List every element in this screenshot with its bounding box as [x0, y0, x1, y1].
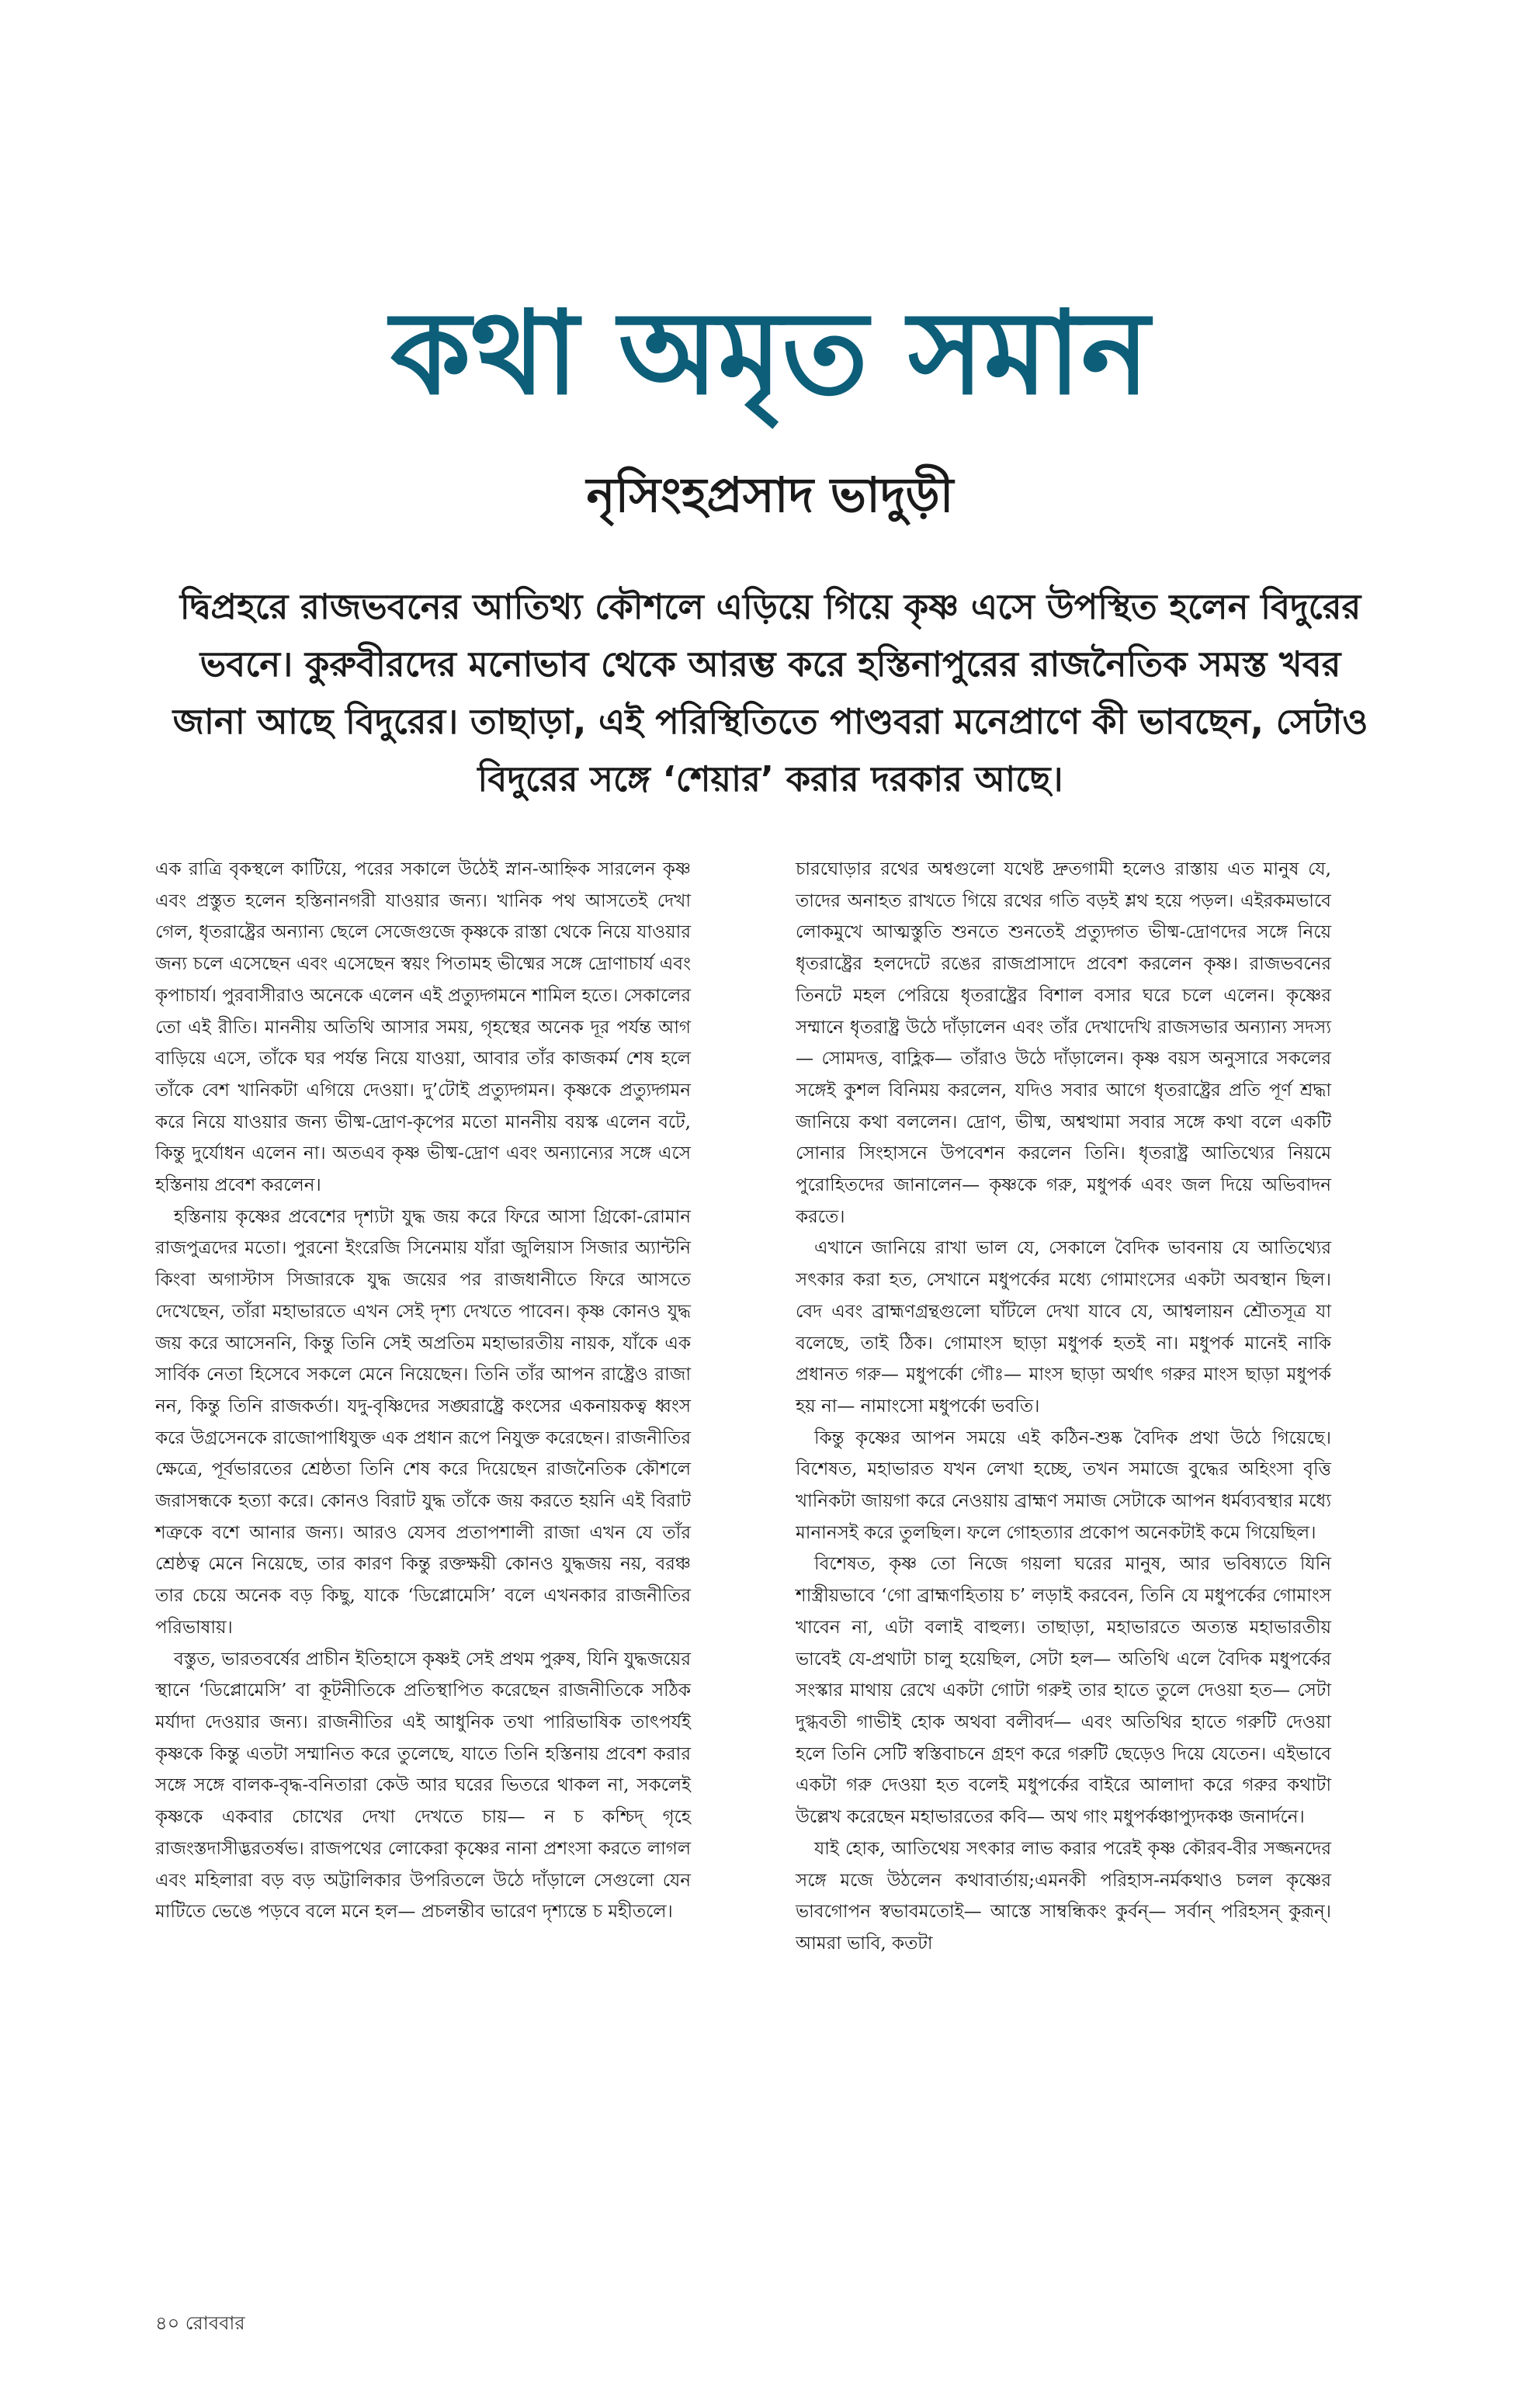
paragraph: বস্তুত, ভারতবর্ষের প্রাচীন ইতিহাসে কৃষ্ণই সেই প্রথম পুরুষ, যিনি যুদ্ধজয়ের স্থানে ‘ডিপ্লোমেসি’ বা কূটনীতিকে প্রতিস্থাপিত করেছেন রাজনীতিকে সঠিক মর্যাদা দেওয়ার জন্য। রাজনীতির এই আধুনিক তথা পারিভাষিক তাৎপর্যই কৃষ্ণকে কিন্তু এতটা সম্মানিত করে তুলেছে, যাতে তিনি হস্তিনায় প্রবেশ করার সঙ্গে সঙ্গে বালক-বৃদ্ধ-বনিতারা কেউ আর ঘরের ভিতরে থাকল না, সকলেই কৃষ্ণকে একবার চোখের দেখা দেখতে চায়— ন চ কশ্চিদ্ গৃহে রাজংস্তদাসীদ্ভরতর্ষভ। রাজপথের লোকেরা কৃষ্ণের নানা প্রশংসা করতে লাগল এবং মহিলারা বড় বড় অট্টালিকার উপরিতলে উঠে দাঁড়ালে সেগুলো যেন মাটিতে ভেঙে পড়বে বলে মনে হল— প্রচলন্তীব ভারেণ দৃশ্যন্তে চ মহীতলে।: [155, 1649, 691, 1923]
paragraph: যাই হোক, আতিথেয় সৎকার লাভ করার পরেই কৃষ্ণ কৌরব-বীর সজ্জনদের সঙ্গে মজে উঠলেন কথাবার্তায়;এমনকী পরিহাস-নর্মকথাও চলল কৃষ্ণের ভাবগোপন স্বভাবমতোই— আস্তে সাম্বন্ধিকং কুর্বন্— সর্বান্ পরিহসন্ কুরূন্। আমরা ভাবি, কতটা: [796, 1838, 1331, 1954]
page-footer: ৪০ রোববার: [155, 2312, 245, 2334]
paragraph: বিশেষত, কৃষ্ণ তো নিজে গয়লা ঘরের মানুষ, আর ভবিষ্যতে যিনি শাস্ত্রীয়ভাবে ‘গো ব্রাহ্মণহিতায় চ’ লড়াই করবেন, তিনি যে মধুপর্কের গোমাংস খাবেন না, এটা বলাই বাহুল্য। তাছাড়া, মহাভারতে অত্যন্ত মহাভারতীয় ভাবেই যে-প্রথাটা চালু হয়েছিল, সেটা হল— অতিথি এলে বৈদিক মধুপর্কের সংস্কার মাথায় রেখে একটা গোটা গরুই তার হাতে তুলে দেওয়া হত— সেটা দুগ্ধবতী গাভীই হোক অথবা বলীবর্দ— এবং অতিথির হাতে গরুটি দেওয়া হলে তিনি সেটি স্বস্তিবাচনে গ্রহণ করে গরুটি ছেড়েও দিয়ে যেতেন। এইভাবে একটা গরু দেওয়া হত বলেই মধুপর্কের বাইরে আলাদা করে গরুর কথাটা উল্লেখ করেছেন মহাভারতের কবি— অথ গাং মধুপর্কঞ্চাপ্যুদকঞ্চ জনার্দনে।: [796, 1554, 1331, 1828]
article-intro: দ্বিপ্রহরে রাজভবনের আতিথ্য কৌশলে এড়িয়ে গিয়ে কৃষ্ণ এসে উপস্থিত হলেন বিদুরের ভবনে। কুরুবীরদের মনোভাব থেকে আরম্ভ করে হস্তিনাপুরের রাজনৈতিক সমস্ত খবর জানা আছে বিদুরের। তাছাড়া, এই পরিস্থিতিতে পাণ্ডবরা মনেপ্রাণে কী ভাবছেন, সেটাও বিদুরের সঙ্গে ‘শেয়ার’ করার দরকার আছে।: [172, 586, 1368, 799]
article-title: কথা অমৃত সমান: [390, 286, 1150, 420]
paragraph: কিন্তু কৃষ্ণের আপন সময়ে এই কঠিন-শুষ্ক বৈদিক প্রথা উঠে গিয়েছে। বিশেষত, মহাভারত যখন লেখা হচ্ছে, তখন সমাজে বুদ্ধের অহিংসা বৃত্তি খানিকটা জায়গা করে নেওয়ায় ব্রাহ্মণ সমাজ সেটাকে আপন ধর্মব্যবস্থার মধ্যে মানানসই করে তুলছিল। ফলে গোহত্যার প্রকোপ অনেকটাই কমে গিয়েছিল।: [796, 1427, 1331, 1543]
paragraph: চারঘোড়ার রথের অশ্বগুলো যথেষ্ট দ্রুতগামী হলেও রাস্তায় এত মানুষ যে, তাদের অনাহত রাখতে গিয়ে রথের গতি বড়ই শ্লথ হয়ে পড়ল। এইরকমভাবে লোকমুখে আত্মস্তুতি শুনতে শুনতেই প্রত্যুদ্গত ভীষ্ম-দ্রোণদের সঙ্গে নিয়ে ধৃতরাষ্ট্রের হলদেটে রঙের রাজপ্রাসাদে প্রবেশ করলেন কৃষ্ণ। রাজভবনের তিনটে মহল পেরিয়ে ধৃতরাষ্ট্রের বিশাল বসার ঘরে চলে এলেন। কৃষ্ণের সম্মানে ধৃতরাষ্ট্র উঠে দাঁড়ালেন এবং তাঁর দেখাদেখি রাজসভার অন্যান্য সদস্য— সোমদত্ত, বাহ্লিক— তাঁরাও উঠে দাঁড়ালেন। কৃষ্ণ বয়স অনুসারে সকলের সঙ্গেই কুশল বিনিময় করলেন, যদিও সবার আগে ধৃতরাষ্ট্রের প্রতি পূর্ণ শ্রদ্ধা জানিয়ে কথা বললেন। দ্রোণ, ভীষ্ম, অশ্বত্থামা সবার সঙ্গে কথা বলে একটি সোনার সিংহাসনে উপবেশন করলেন তিনি। ধৃতরাষ্ট্র আতিথ্যের নিয়মে পুরোহিতদের জানালেন— কৃষ্ণকে গরু, মধুপর্ক এবং জল দিয়ে অভিবাদন করতে।: [796, 859, 1331, 1227]
article-author: নৃসিংহপ্রসাদ ভাদুড়ী: [586, 466, 954, 523]
left-column: [155, 854, 691, 1928]
paragraph: এখানে জানিয়ে রাখা ভাল যে, সেকালে বৈদিক ভাবনায় যে আতিথ্যের সৎকার করা হত, সেখানে মধুপর্কের মধ্যে গোমাংসের একটা অবস্থান ছিল। বেদ এবং ব্রাহ্মণগ্রন্থগুলো ঘাঁটলে দেখা যাবে যে, আশ্বলায়ন শ্রৌতসূত্র যা বলেছে, তাই ঠিক। গোমাংস ছাড়া মধুপর্ক হতই না। মধুপর্ক মানেই নাকি প্রধানত গরু— মধুপর্কো গৌঃ— মাংস ছাড়া অর্থাৎ গরুর মাংস ছাড়া মধুপর্ক হয় না— নামাংসো মধুপর্কো ভবতি।: [796, 1238, 1331, 1417]
paragraph: এক রাত্রি বৃকস্থলে কাটিয়ে, পরের সকালে উঠেই স্নান-আহ্নিক সারলেন কৃষ্ণ এবং প্রস্তুত হলেন হস্তিনানগরী যাওয়ার জন্য। খানিক পথ আসতেই দেখা গেল, ধৃতরাষ্ট্রের অন্যান্য ছেলে সেজেগুজে কৃষ্ণকে রাস্তা থেকে নিয়ে যাওয়ার জন্য চলে এসেছেন এবং এসেছেন স্বয়ং পিতামহ ভীষ্মের সঙ্গে দ্রোণাচার্য এবং কৃপাচার্য। পুরবাসীরাও অনেকে এলেন এই প্রত্যুদ্গমনে শামিল হতে। সেকালের তো এই রীতি। মাননীয় অতিথি আসার সময়, গৃহস্থের অনেক দূর পর্যন্ত আগ বাড়িয়ে এসে, তাঁকে ঘর পর্যন্ত নিয়ে যাওয়া, আবার তাঁর কাজকর্ম শেষ হলে তাঁকে বেশ খানিকটা এগিয়ে দেওয়া। দু’টোই প্রত্যুদ্গমন। কৃষ্ণকে প্রত্যুদ্গমন করে নিয়ে যাওয়ার জন্য ভীষ্ম-দ্রোণ-কৃপের মতো মাননীয় বয়স্ক এলেন বটে, কিন্তু দুর্যোধন এলেন না। অতএব কৃষ্ণ ভীষ্ম-দ্রোণ এবং অন্যান্যের সঙ্গে এসে হস্তিনায় প্রবেশ করলেন।: [155, 859, 691, 1196]
right-column: [796, 854, 1331, 1960]
paragraph: হস্তিনায় কৃষ্ণের প্রবেশের দৃশ্যটা যুদ্ধ জয় করে ফিরে আসা গ্রিকো-রোমান রাজপুত্রদের মতো। পুরনো ইংরেজি সিনেমায় যাঁরা জুলিয়াস সিজার অ্যান্টনি কিংবা অগাস্টাস সিজারকে যুদ্ধ জয়ের পর রাজধানীতে ফিরে আসতে দেখেছেন, তাঁরা মহাভারতে এখন সেই দৃশ্য দেখতে পাবেন। কৃষ্ণ কোনও যুদ্ধ জয় করে আসেননি, কিন্তু তিনি সেই অপ্রতিম মহাভারতীয় নায়ক, যাঁকে এক সার্বিক নেতা হিসেবে সকলে মেনে নিয়েছেন। তিনি তাঁর আপন রাষ্ট্রেও রাজা নন, কিন্তু তিনি রাজকর্তা। যদু-বৃষ্ণিদের সঙ্ঘরাষ্ট্রে কংসের একনায়কত্ব ধ্বংস করে উগ্রসেনকে রাজোপাধিযুক্ত এক প্রধান রূপে নিযুক্ত করেছেন। রাজনীতির ক্ষেত্রে, পূর্বভারতের শ্রেষ্ঠতা তিনি শেষ করে দিয়েছেন রাজনৈতিক কৌশলে জরাসন্ধকে হত্যা করে। কোনও বিরাট যুদ্ধ তাঁকে জয় করতে হয়নি এই বিরাট শত্রুকে বশে আনার জন্য। আরও যেসব প্রতাপশালী রাজা এখন যে তাঁর শ্রেষ্ঠত্ব মেনে নিয়েছে, তার কারণ কিন্তু রক্তক্ষয়ী কোনও যুদ্ধজয় নয়, বরঞ্চ তার চেয়ে অনেক বড় কিছু, যাকে ‘ডিপ্লোমেসি’ বলে এখনকার রাজনীতির পরিভাষায়।: [155, 1206, 691, 1638]
